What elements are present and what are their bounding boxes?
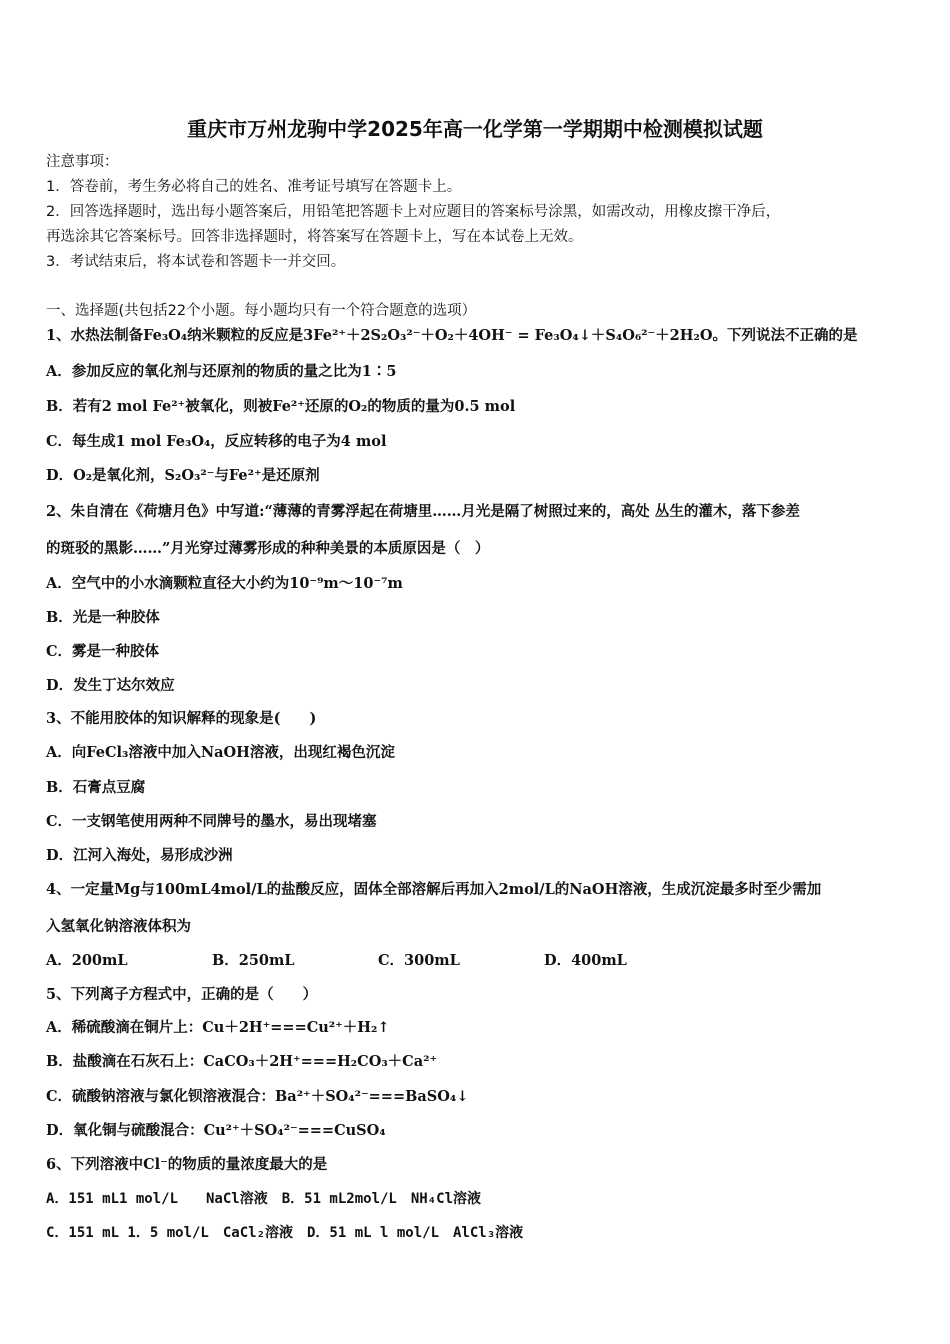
question-6-options-ab: A．151 mL1 mol/L NaCl溶液 B．51 mL2mol/L NH₄Cl溶液 — [46, 1191, 482, 1207]
question-1-stem: 1、水热法制备Fe₃O₄纳米颗粒的反应是3Fe²⁺＋2S₂O₃²⁻＋O₂＋4OH⁻ = Fe₃O₄↓＋S₄O₆²⁻＋2H₂O。下列说法不正确的是 — [46, 327, 858, 344]
question-4-option-b: B．250mL — [212, 952, 295, 969]
notice-heading: 注意事项： — [46, 154, 119, 170]
question-3-option-b: B．石膏点豆腐 — [46, 779, 146, 796]
question-4-options — [46, 951, 627, 971]
question-3-stem: 3、不能用胶体的知识解释的现象是( ) — [46, 710, 317, 727]
question-5-option-b: B．盐酸滴在石灰石上：CaCO₃＋2H⁺===H₂CO₃＋Ca²⁺ — [46, 1053, 438, 1070]
question-2-stem-continued: 的斑驳的黑影……”月光穿过薄雾形成的种种美景的本质原因是（ ） — [46, 540, 490, 557]
question-2-stem: 2、朱自清在《荷塘月色》中写道:“薄薄的青雾浮起在荷塘里……月光是隔了树照过来的，高处 丛生的灌木，落下参差 — [46, 503, 800, 520]
question-2-option-a: A．空气中的小水滴颗粒直径大小约为10⁻⁹m～10⁻⁷m — [46, 575, 403, 592]
question-1-option-d: D．O₂是氧化剂，S₂O₃²⁻与Fe²⁺是还原剂 — [46, 467, 320, 484]
question-6-options-cd: C．151 mL 1．5 mol/L CaCl₂溶液 D．51 mL l mol/L AlCl₃溶液 — [46, 1225, 524, 1241]
notice-item: 3．考试结束后，将本试卷和答题卡一并交回。 — [46, 254, 346, 270]
question-4-option-d: D．400mL — [544, 952, 627, 969]
question-2-option-b: B．光是一种胶体 — [46, 609, 160, 626]
section-heading: 一、选择题(共包括22个小题。每小题均只有一个符合题意的选项） — [46, 303, 477, 319]
question-5-option-a: A．稀硫酸滴在铜片上：Cu＋2H⁺===Cu²⁺＋H₂↑ — [46, 1019, 390, 1036]
page-title: 重庆市万州龙驹中学2025年高一化学第一学期期中检测模拟试题 — [187, 117, 763, 141]
notice-item: 再选涂其它答案标号。回答非选择题时，将答案写在答题卡上，写在本试卷上无效。 — [46, 229, 583, 245]
question-5-option-d: D．氧化铜与硫酸混合：Cu²⁺＋SO₄²⁻===CuSO₄ — [46, 1122, 386, 1139]
question-4-option-c: C．300mL — [378, 952, 460, 969]
question-3-option-a: A．向FeCl₃溶液中加入NaOH溶液，出现红褐色沉淀 — [46, 744, 395, 761]
question-5-stem: 5、下列离子方程式中，正确的是（ ） — [46, 986, 318, 1003]
question-3-option-c: C．一支钢笔使用两种不同牌号的墨水，易出现堵塞 — [46, 813, 377, 830]
question-1-option-b: B．若有2 mol Fe²⁺被氧化，则被Fe²⁺还原的O₂的物质的量为0.5 mol — [46, 398, 516, 415]
question-4-stem-continued: 入氢氧化钠溶液体积为 — [46, 918, 191, 935]
question-4-stem: 4、一定量Mg与100mL4mol/L的盐酸反应，固体全部溶解后再加入2mol/L的NaOH溶液，生成沉淀最多时至少需加 — [46, 881, 822, 898]
question-5-option-c: C．硫酸钠溶液与氯化钡溶液混合：Ba²⁺＋SO₄²⁻===BaSO₄↓ — [46, 1088, 469, 1105]
question-6-stem: 6、下列溶液中Cl⁻的物质的量浓度最大的是 — [46, 1156, 328, 1173]
notice-item: 1．答卷前，考生务必将自己的姓名、准考证号填写在答题卡上。 — [46, 179, 462, 195]
notice-item: 2．回答选择题时，选出每小题答案后，用铅笔把答题卡上对应题目的答案标号涂黑，如需改动，用橡皮擦干净后， — [46, 204, 781, 220]
question-4-option-a: A．200mL — [46, 952, 128, 969]
question-1-option-c: C．每生成1 mol Fe₃O₄，反应转移的电子为4 mol — [46, 433, 387, 450]
question-3-option-d: D．江河入海处，易形成沙洲 — [46, 847, 233, 864]
question-1-option-a: A．参加反应的氧化剂与还原剂的物质的量之比为1∶5 — [46, 363, 397, 380]
question-2-option-c: C．雾是一种胶体 — [46, 643, 160, 660]
question-2-option-d: D．发生丁达尔效应 — [46, 677, 175, 694]
